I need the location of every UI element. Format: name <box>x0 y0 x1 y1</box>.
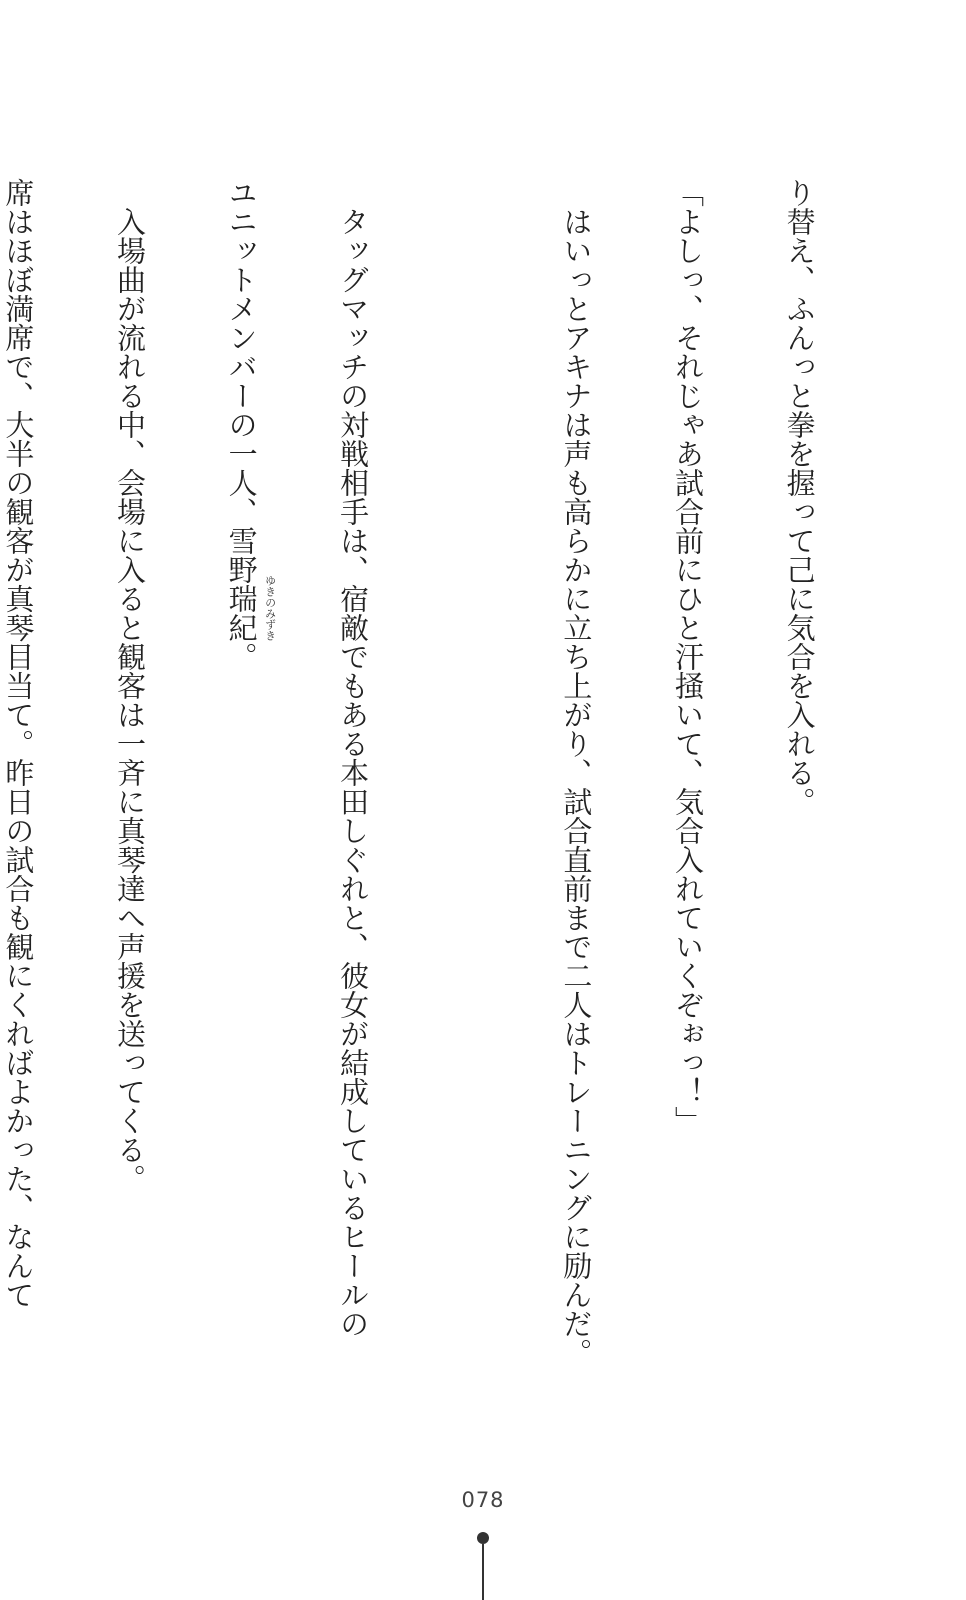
text-line: 入場曲が流れる中、会場に入ると観客は一斉に真琴達へ声援を送ってくる。 <box>112 178 147 1193</box>
text-line: はいっとアキナは声も高らかに立ち上がり、試合直前まで二人はトレーニングに励んだ。 <box>559 178 594 1367</box>
text-line: 席はほぼ満席で、大半の観客が真琴目当て。昨日の試合も観にくればよかった、なんて <box>1 178 36 1309</box>
furigana-reading: ゆきのみずき <box>263 575 277 641</box>
text-line: 「よしっ、それじゃあ試合前にひと汗掻いて、気合入れていくぞぉっ！」 <box>670 178 705 1135</box>
blank-line <box>446 178 483 1330</box>
page-marker-rule <box>482 1544 484 1600</box>
page-number: 078 <box>461 1488 505 1512</box>
page-marker-dot <box>477 1532 489 1544</box>
text-line: タッグマッチの対戦相手は、宿敵でもある本田しぐれと、彼女が結成しているヒールの <box>336 178 371 1338</box>
text-line: り替え、ふんっと拳を握って己に気合を入れる。 <box>782 178 817 816</box>
body-text <box>0 178 892 1367</box>
text-line: ユニットメンバーの一人、雪野瑞紀。 <box>224 178 259 671</box>
text-line-with-furigana <box>222 178 277 1330</box>
